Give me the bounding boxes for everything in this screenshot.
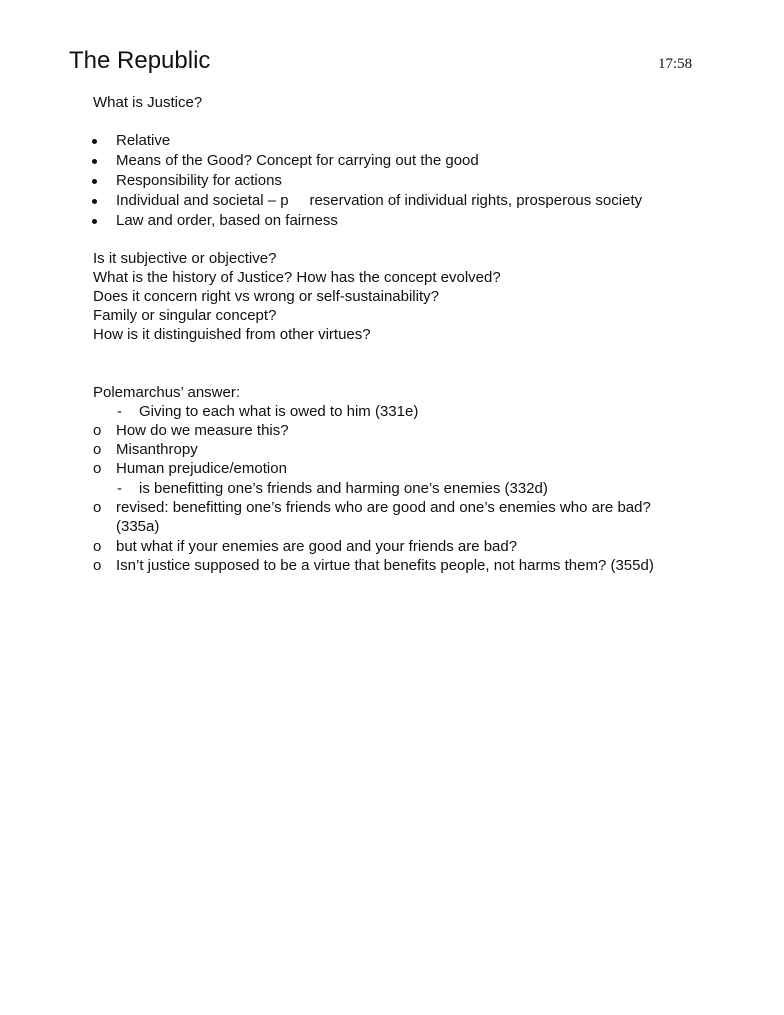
list-item: revised: benefitting one’s friends who are good and one’s enemies who are bad?	[116, 499, 651, 516]
timestamp: 17:58	[658, 56, 693, 72]
list-item: Means of the Good? Concept for carrying out the good	[116, 152, 479, 169]
question-line: Does it concern right vs wrong or self-sustainability?	[93, 288, 439, 305]
bullet-icon	[92, 219, 97, 224]
list-item: Misanthropy	[116, 441, 198, 458]
bullet-icon	[92, 199, 97, 204]
list-item: Relative	[116, 132, 171, 149]
intro-question: What is Justice?	[93, 94, 203, 111]
list-item: How do we measure this?	[116, 422, 289, 439]
o-marker: o	[93, 460, 102, 477]
list-item: is benefitting one’s friends and harming one’s enemies (332d)	[139, 480, 548, 497]
o-marker: o	[93, 557, 102, 574]
list-item: Human prejudice/emotion	[116, 460, 287, 477]
list-item: Isn’t justice supposed to be a virtue that benefits people, not harms them? (355d)	[116, 557, 654, 574]
question-line: Family or singular concept?	[93, 307, 277, 324]
list-item: Law and order, based on fairness	[116, 212, 338, 229]
question-line: Is it subjective or objective?	[93, 250, 277, 267]
list-item: Giving to each what is owed to him (331e)	[139, 403, 419, 420]
o-marker: o	[93, 499, 102, 516]
list-item-continuation: (335a)	[116, 518, 160, 535]
bullet-icon	[92, 139, 97, 144]
dash-marker: -	[117, 403, 122, 420]
o-marker: o	[93, 538, 102, 555]
page-title: The Republic	[69, 47, 211, 74]
question-line: How is it distinguished from other virtues?	[93, 326, 371, 343]
list-item: Individual and societal – p reservation of individual rights, prosperous society	[116, 192, 643, 209]
section-heading: Polemarchus’ answer:	[93, 384, 241, 401]
bullet-icon	[92, 159, 97, 164]
bullet-icon	[92, 179, 97, 184]
list-item: but what if your enemies are good and your friends are bad?	[116, 538, 518, 555]
question-line: What is the history of Justice? How has the concept evolved?	[93, 269, 501, 286]
o-marker: o	[93, 422, 102, 439]
dash-marker: -	[117, 480, 122, 497]
list-item: Responsibility for actions	[116, 172, 282, 189]
o-marker: o	[93, 441, 102, 458]
